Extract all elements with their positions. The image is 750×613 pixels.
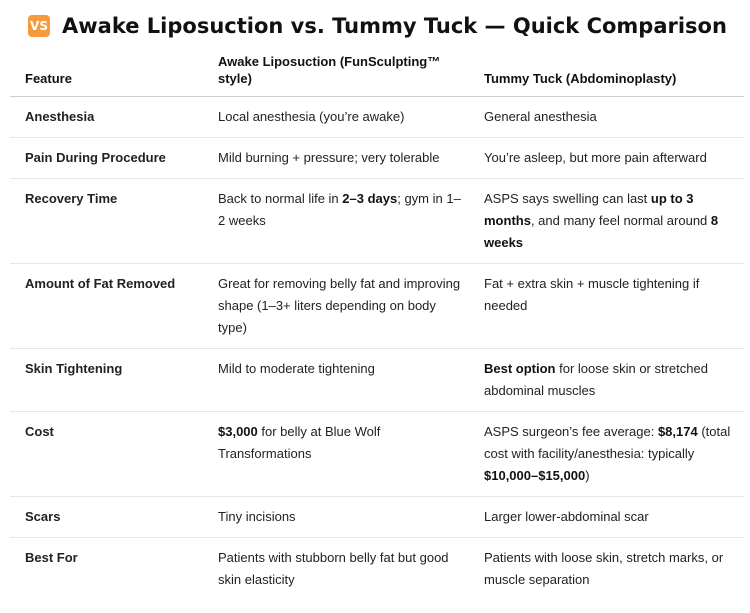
awake-liposuction-cell (203, 179, 469, 264)
feature-cell: Scars (10, 497, 203, 538)
awake-liposuction-cell (203, 538, 469, 601)
bold-text: up to 3 months (484, 191, 694, 228)
bold-text: Best option (484, 361, 556, 376)
text-segment: ) (585, 468, 590, 483)
text-segment: Mild burning + pressure; very tolerable (218, 150, 440, 165)
table-row (10, 538, 744, 601)
text-segment: Local anesthesia (you’re awake) (218, 109, 405, 124)
text-segment: , and many feel normal around (530, 213, 711, 228)
table-row (10, 349, 744, 412)
bold-text: 8 weeks (484, 213, 719, 250)
awake-liposuction-cell (203, 264, 469, 349)
awake-liposuction-cell (203, 412, 469, 497)
feature-cell: Best For (25, 550, 78, 565)
table-row (10, 264, 744, 349)
table-row (10, 179, 744, 264)
feature-cell: Cost (10, 412, 203, 497)
bold-text: $8,174 (657, 424, 698, 439)
bold-text: $10,000–$15,000 (484, 468, 586, 483)
table-row (10, 138, 744, 179)
tummy-tuck-cell (469, 179, 744, 264)
tummy-tuck-cell (469, 264, 744, 349)
tummy-tuck-cell (469, 349, 744, 412)
text-segment: for belly at Blue Wolf Transformations (218, 424, 381, 461)
awake-liposuction-cell (203, 349, 469, 412)
text-segment: Fat + extra skin + muscle tightening if needed (484, 276, 700, 313)
text-segment: ; gym in 1–2 weeks (218, 191, 461, 228)
text-segment: for loose skin or stretched abdominal muscles (484, 361, 708, 398)
text-segment: Patients with stubborn belly fat but good skin elasticity (218, 550, 449, 587)
text-segment: Larger lower-abdominal scar (484, 509, 649, 524)
awake-liposuction-cell (203, 97, 469, 138)
text-segment: General anesthesia (484, 109, 597, 124)
column-header-awake-liposuction: Awake Liposuction (FunSculpting™ style) (203, 50, 469, 97)
tummy-tuck-cell (469, 538, 744, 601)
text-segment: Patients with loose skin, stretch marks, or muscle separation (484, 550, 724, 587)
bold-text: 2–3 days (342, 191, 398, 206)
tummy-tuck-cell (469, 497, 744, 538)
table-body (10, 97, 744, 601)
vs-icon: VS (28, 15, 50, 37)
feature-cell: Amount of Fat Removed (10, 264, 203, 349)
feature-cell: Pain During Procedure (10, 138, 203, 179)
column-header-feature: Feature (10, 50, 203, 97)
table-header-row (10, 50, 744, 97)
tummy-tuck-cell (469, 138, 744, 179)
text-segment: (total cost with facility/anesthesia: typically (484, 424, 731, 461)
awake-liposuction-cell (203, 497, 469, 538)
title-row (28, 10, 727, 42)
page-title: Awake Liposuction vs. Tummy Tuck — Quick Comparison (62, 14, 727, 38)
feature-cell: Anesthesia (10, 97, 203, 138)
text-segment: ASPS surgeon’s fee average: (484, 424, 658, 439)
bold-text: $3,000 (218, 424, 258, 439)
awake-liposuction-cell (203, 138, 469, 179)
table-row (10, 97, 744, 138)
text-segment: Mild to moderate tightening (218, 361, 375, 376)
text-segment: ASPS says swelling can last (484, 191, 651, 206)
tummy-tuck-cell (469, 412, 744, 497)
comparison-table (10, 50, 744, 600)
text-segment: Tiny incisions (218, 509, 296, 524)
text-segment: Back to normal life in (218, 191, 343, 206)
feature-cell: Skin Tightening (10, 349, 203, 412)
feature-cell: Recovery Time (10, 179, 203, 264)
table-row (10, 497, 744, 538)
text-segment: Great for removing belly fat and improving shape (1–3+ liters depending on body type) (218, 276, 461, 335)
table-row (10, 412, 744, 497)
column-header-tummy-tuck: Tummy Tuck (Abdominoplasty) (469, 50, 744, 97)
text-segment: You’re asleep, but more pain afterward (484, 150, 707, 165)
tummy-tuck-cell (469, 97, 744, 138)
